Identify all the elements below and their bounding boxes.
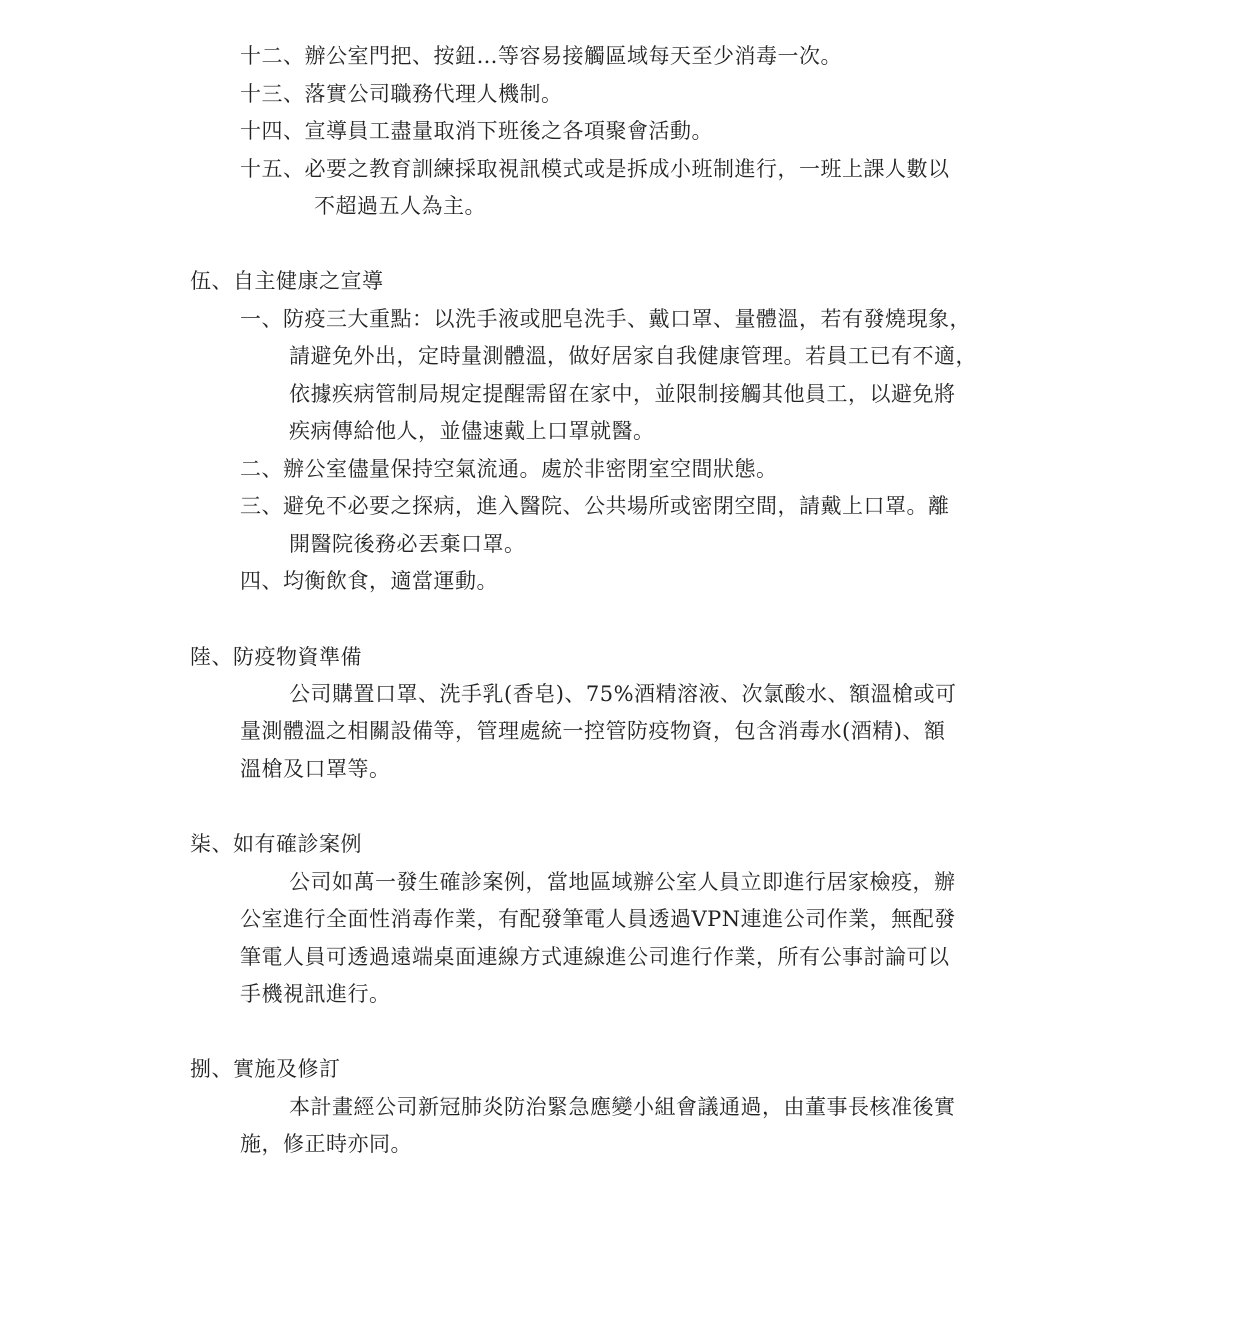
item-12: 十二、辦公室門把、按鈕…等容易接觸區域每天至少消毒一次。	[240, 44, 842, 68]
item-15: 十五、必要之教育訓練採取視訊模式或是拆成小班制進行，一班上課人數以	[240, 157, 950, 181]
health-item-2: 二、辦公室儘量保持空氣流通。處於非密閉室空間狀態。	[240, 457, 778, 481]
section-heading-health: 伍、自主健康之宣導	[190, 269, 384, 293]
confirmed-case-paragraph-line-1: 公司如萬一發生確診案例，當地區域辦公室人員立即進行居家檢疫，辦	[289, 870, 956, 894]
health-item-1-line-2: 請避免外出，定時量測體溫，做好居家自我健康管理。若員工已有不適，	[289, 344, 977, 368]
health-item-4: 四、均衡飲食，適當運動。	[240, 569, 498, 593]
confirmed-case-paragraph-line-3: 筆電人員可透過遠端桌面連線方式連線進公司進行作業，所有公事討論可以	[240, 945, 950, 969]
section-heading-implementation: 捌、實施及修訂	[190, 1057, 341, 1081]
section-heading-confirmed-case: 柒、如有確診案例	[190, 832, 362, 856]
supplies-paragraph-line-2: 量測體溫之相關設備等，管理處統一控管防疫物資，包含消毒水(酒精)、額	[240, 719, 946, 743]
health-item-1-line-4: 疾病傳給他人，並儘速戴上口罩就醫。	[289, 419, 655, 443]
health-item-3: 三、避免不必要之探病，進入醫院、公共場所或密閉空間，請戴上口罩。離	[240, 494, 950, 518]
item-14: 十四、宣導員工盡量取消下班後之各項聚會活動。	[240, 119, 713, 143]
confirmed-case-paragraph-line-4: 手機視訊進行。	[240, 982, 391, 1006]
item-13: 十三、落實公司職務代理人機制。	[240, 82, 563, 106]
health-item-3-line-2: 開醫院後務必丟棄口罩。	[289, 532, 526, 556]
implementation-paragraph-line-1: 本計畫經公司新冠肺炎防治緊急應變小組會議通過，由董事長核准後實	[289, 1095, 956, 1119]
health-item-1-line-3: 依據疾病管制局規定提醒需留在家中，並限制接觸其他員工，以避免將	[289, 382, 956, 406]
item-15-continuation: 不超過五人為主。	[314, 194, 486, 218]
health-item-1: 一、防疫三大重點：以洗手液或肥皂洗手、戴口罩、量體溫，若有發燒現象，	[240, 307, 971, 331]
section-heading-supplies: 陸、防疫物資準備	[190, 645, 362, 669]
implementation-paragraph-line-2: 施，修正時亦同。	[240, 1132, 412, 1156]
supplies-paragraph-line-1: 公司購置口罩、洗手乳(香皂)、75%酒精溶液、次氯酸水、額溫槍或可	[289, 682, 957, 706]
confirmed-case-paragraph-line-2: 公室進行全面性消毒作業，有配發筆電人員透過VPN連進公司作業，無配發	[240, 907, 956, 931]
supplies-paragraph-line-3: 溫槍及口罩等。	[240, 757, 391, 781]
